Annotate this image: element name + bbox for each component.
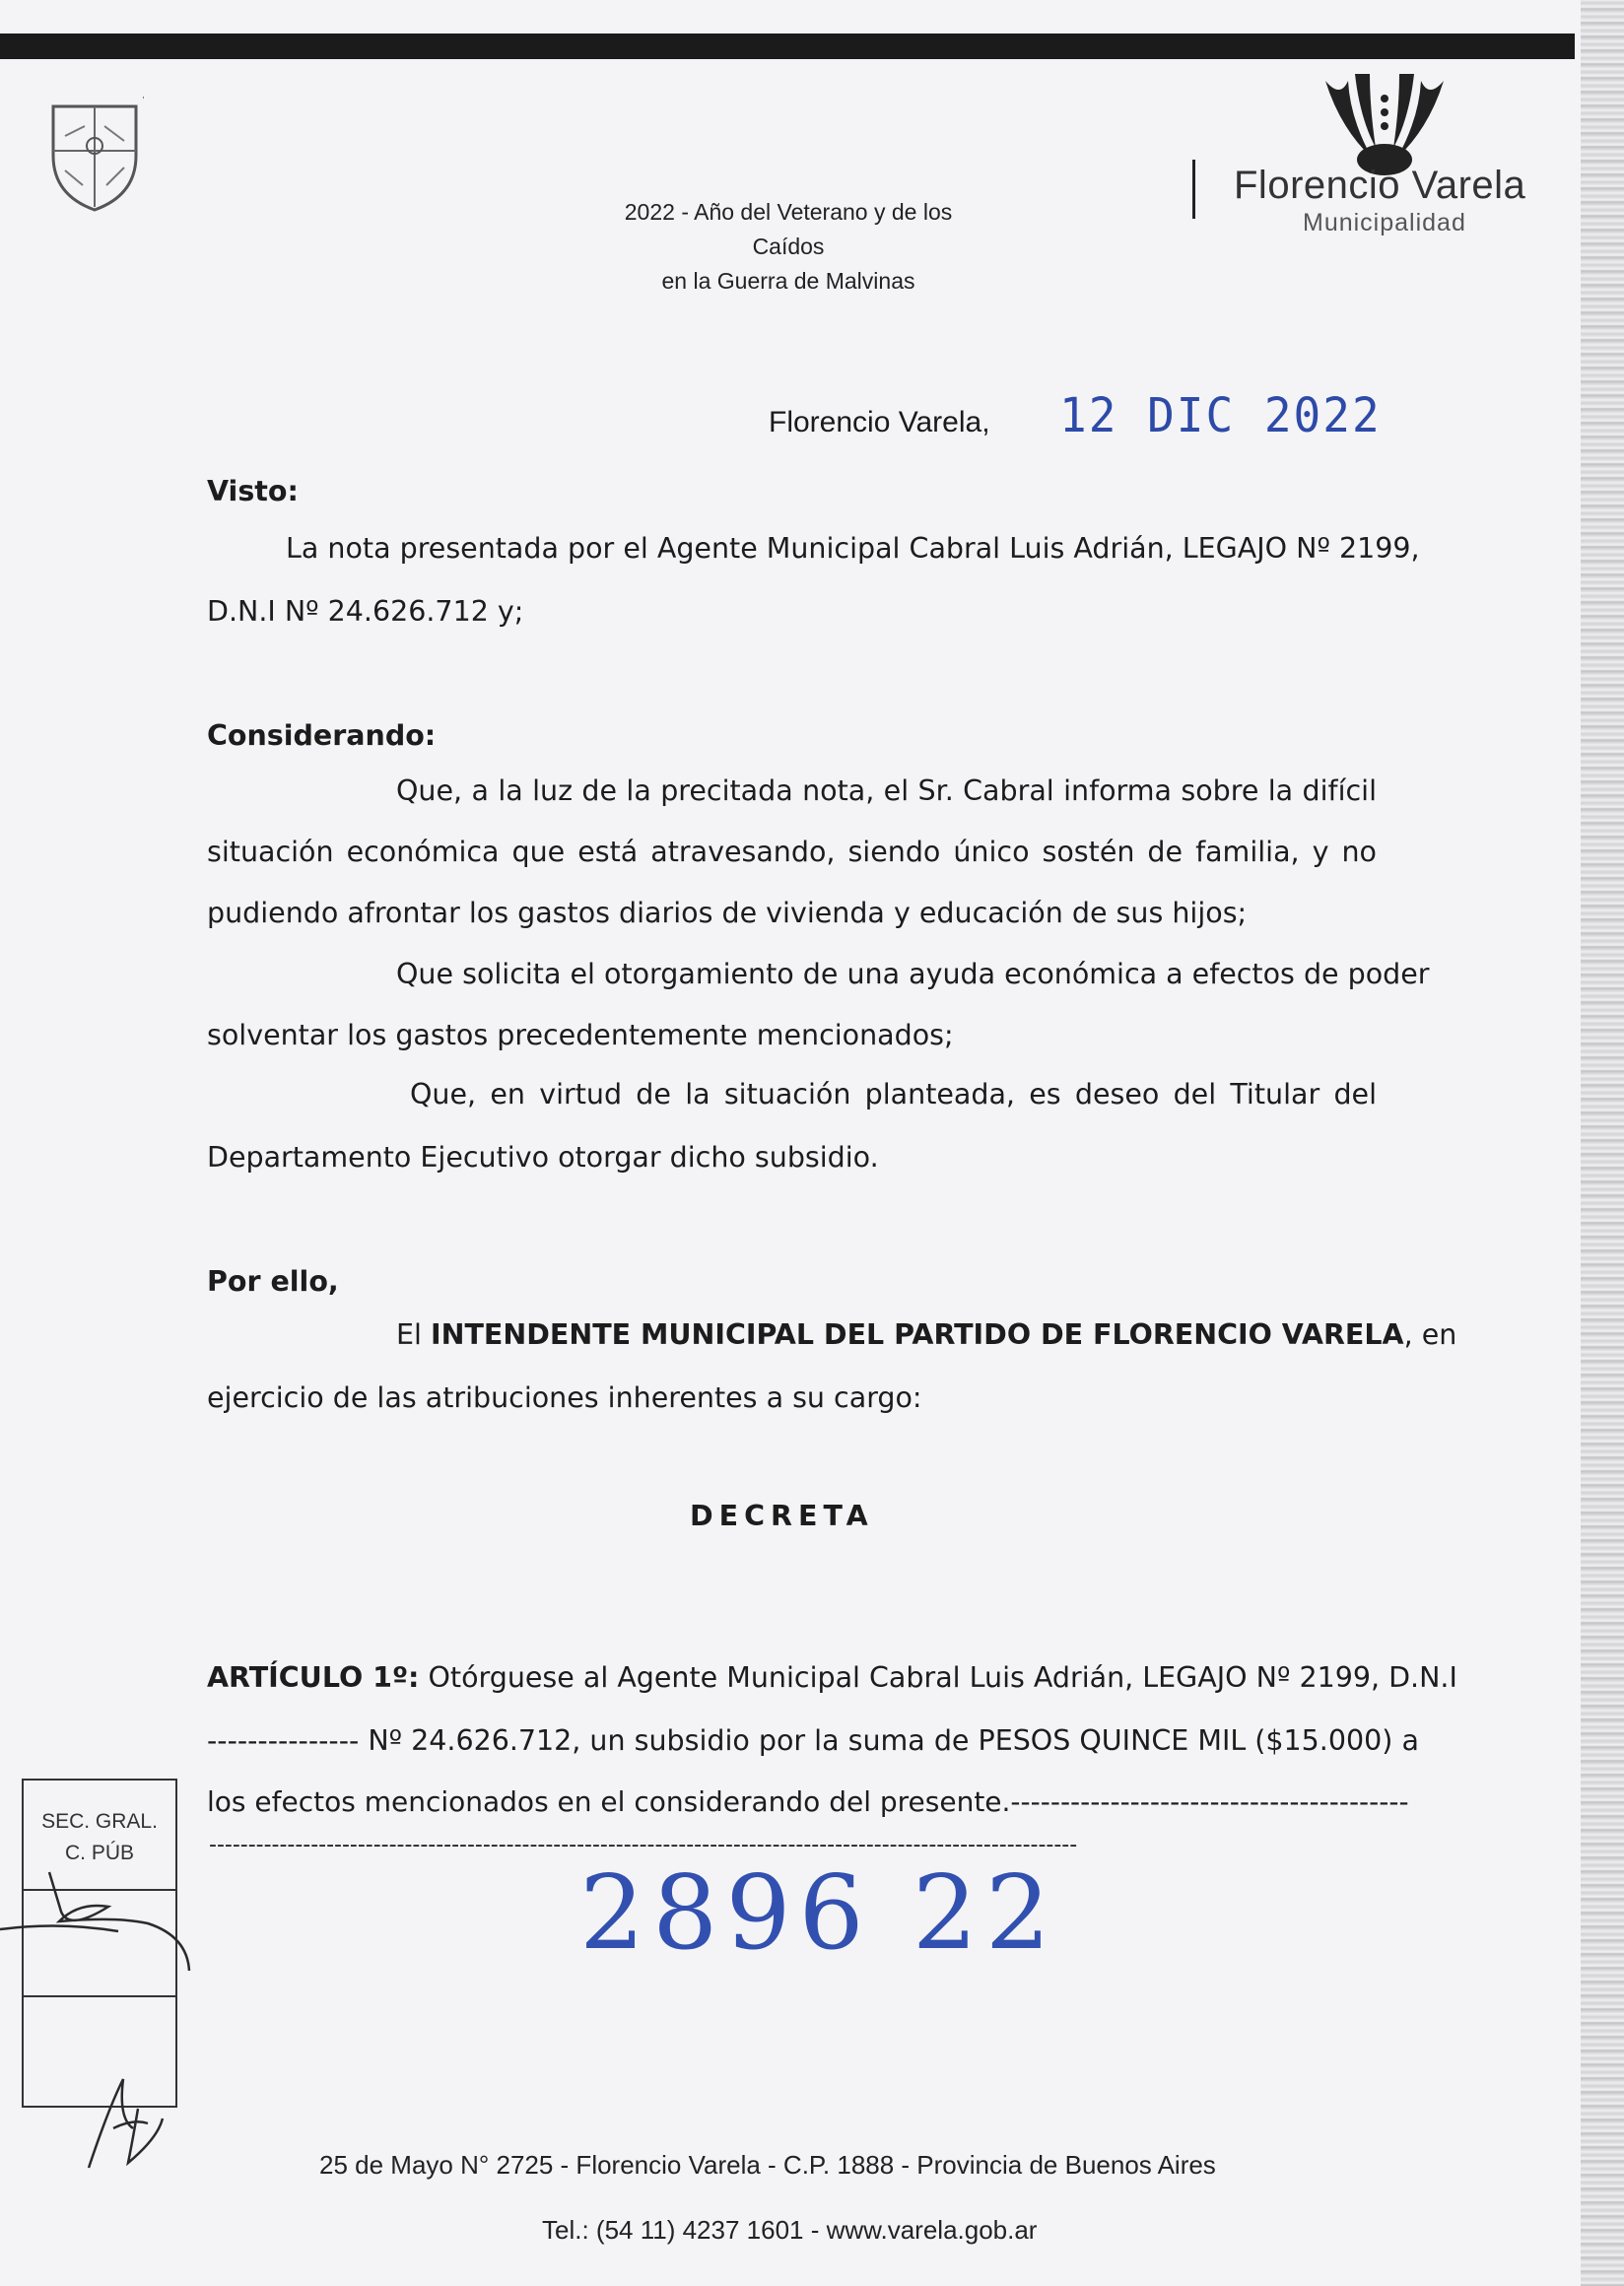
header-divider bbox=[1192, 160, 1195, 219]
logo-name: Florencio Varela bbox=[1234, 164, 1526, 207]
por-ello-pre: El bbox=[396, 1318, 431, 1351]
decreta-heading: DECRETA bbox=[690, 1500, 874, 1532]
considerando-p2-line-2: solventar los gastos precedentemente mencionados; bbox=[207, 1019, 954, 1051]
considerando-p3-line-1: Que, en virtud de la situación planteada, es deseo del Titular del bbox=[410, 1078, 1377, 1110]
articulo-1-text: Otórguese al Agente Municipal Cabral Luis Adrián, LEGAJO Nº 2199, D.N.I bbox=[419, 1661, 1457, 1694]
decree-number-stamp: 2896 22 bbox=[579, 1852, 1059, 1973]
considerando-heading: Considerando: bbox=[207, 719, 437, 752]
visto-heading: Visto: bbox=[207, 475, 299, 507]
articulo-1-line-4: --------------------------------------------------------------------------------------------------------------- bbox=[209, 1833, 1078, 1857]
considerando-p1-line-3: pudiendo afrontar los gastos diarios de vivienda y educación de sus hijos; bbox=[207, 897, 1248, 929]
motto-line-1: 2022 - Año del Veterano y de los Caídos bbox=[624, 199, 953, 259]
date-place: Florencio Varela, bbox=[769, 406, 990, 438]
footer-address: 25 de Mayo N° 2725 - Florencio Varela - C.P. 1888 - Provincia de Buenos Aires bbox=[319, 2150, 1216, 2180]
articulo-1-label: ARTÍCULO 1º: bbox=[207, 1661, 420, 1694]
sec-box-line-1: SEC. GRAL. bbox=[41, 1810, 158, 1833]
florencio-varela-logo-icon bbox=[1311, 69, 1458, 177]
visto-line-1: La nota presentada por el Agente Municipal Cabral Luis Adrián, LEGAJO Nº 2199, bbox=[286, 532, 1420, 565]
municipal-shield-icon bbox=[45, 97, 144, 215]
considerando-p3-line-2: Departamento Ejecutivo otorgar dicho subsidio. bbox=[207, 1141, 879, 1174]
scan-top-border bbox=[0, 34, 1575, 59]
por-ello-line-1 bbox=[396, 1318, 1457, 1351]
signature-2 bbox=[79, 2069, 168, 2178]
date-stamp: 12 DIC 2022 bbox=[1059, 386, 1382, 443]
por-ello-heading: Por ello, bbox=[207, 1265, 339, 1298]
scan-right-edge bbox=[1581, 0, 1624, 2286]
sec-box-divider-2 bbox=[24, 1995, 175, 1997]
considerando-p2-line-1: Que solicita el otorgamiento de una ayuda económica a efectos de poder bbox=[396, 958, 1430, 990]
considerando-p1-line-2: situación económica que está atravesando, siendo único sostén de familia, y no bbox=[207, 836, 1377, 868]
sec-box-line-2: C. PÚB bbox=[64, 1842, 134, 1864]
year-motto bbox=[591, 195, 985, 299]
logo-subtitle: Municipalidad bbox=[1303, 209, 1466, 236]
articulo-1-line-1 bbox=[207, 1661, 1457, 1694]
visto-line-2: D.N.I Nº 24.626.712 y; bbox=[207, 595, 524, 628]
signature-1 bbox=[0, 1862, 207, 1990]
considerando-p1-line-1: Que, a la luz de la precitada nota, el Sr. Cabral informa sobre la difícil bbox=[396, 774, 1377, 807]
footer-contact: Tel.: (54 11) 4237 1601 - www.varela.gob.ar bbox=[542, 2215, 1038, 2245]
por-ello-line-2: ejercicio de las atribuciones inherentes a su cargo: bbox=[207, 1381, 922, 1414]
por-ello-post: , en bbox=[1403, 1318, 1457, 1351]
por-ello-intendente: INTENDENTE MUNICIPAL DEL PARTIDO DE FLORENCIO VARELA bbox=[431, 1318, 1404, 1351]
motto-line-2: en la Guerra de Malvinas bbox=[661, 268, 915, 294]
articulo-1-line-2: --------------- Nº 24.626.712, un subsidio por la suma de PESOS QUINCE MIL ($15.000) a bbox=[207, 1724, 1419, 1757]
articulo-1-line-3: los efectos mencionados en el considerando del presente.---------------------------------------- bbox=[207, 1785, 1409, 1818]
